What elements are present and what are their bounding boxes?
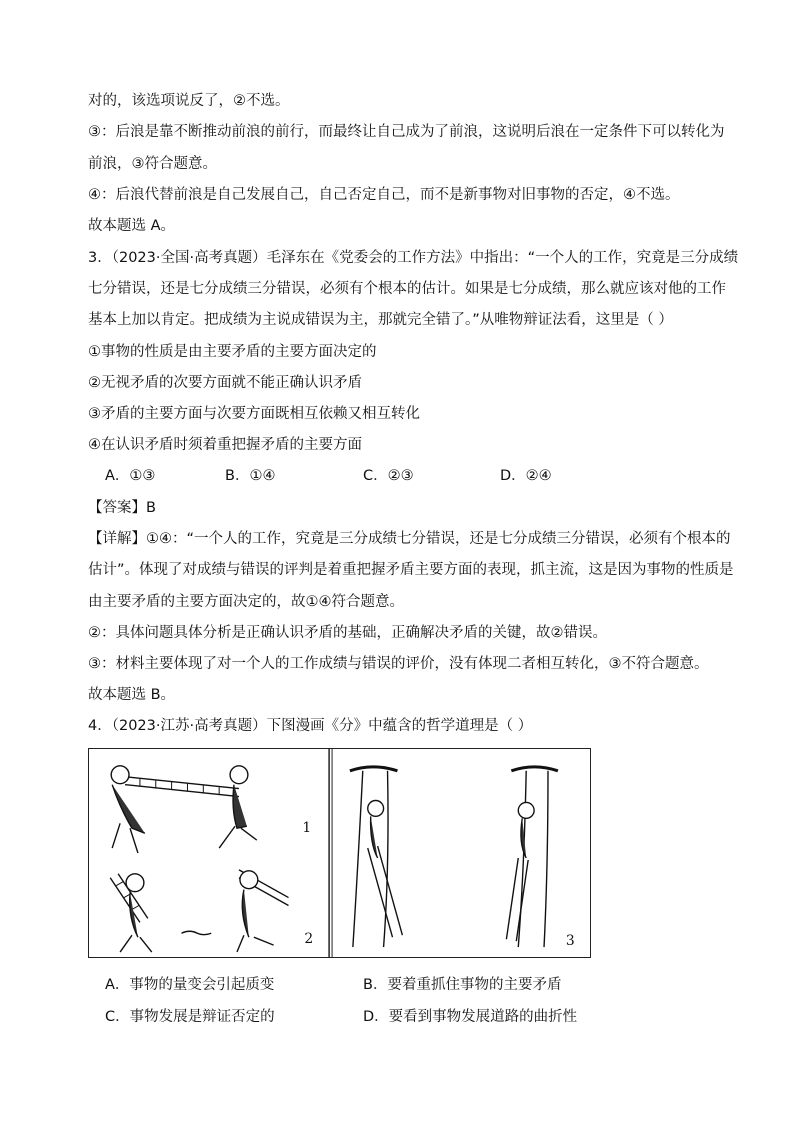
text-line: 七分错误，还是七分成绩三分错误，必须有个根本的估计。如果是七分成绩，那么就应该对他的工作 (88, 281, 726, 297)
panel-1-drawing (111, 766, 257, 853)
panel-number: 3 (565, 933, 575, 950)
panel-3-drawing (350, 767, 558, 947)
explanation-line: 【详解】①④：“一个人的工作，究竟是三分成绩七分错误，还是七分成绩三分错误，必须有个根本的 (88, 531, 731, 547)
text-line: 基本上加以肯定。把成绩为主说成错误为主，那就完全错了。”从唯物辩证法看，这里是（ ） (88, 312, 673, 328)
q4-option-b: B．要着重抓住事物的主要矛盾 (363, 977, 562, 993)
statement-4: ④在认识矛盾时须着重把握矛盾的主要方面 (88, 437, 362, 453)
question-3-stem: 3．（2023·全国·高考真题）毛泽东在《党委会的工作方法》中指出：“一个人的工作，究竟是三分成绩 (88, 250, 739, 266)
explanation-line: ②：具体问题具体分析是正确认识矛盾的基础，正确解决矛盾的关键，故②错误。 (88, 625, 607, 641)
q4-option-d: D．要看到事物发展道路的曲折性 (363, 1009, 578, 1025)
explanation-line: 故本题选 B。 (88, 687, 176, 703)
text-line: 前浪，③符合题意。 (88, 156, 217, 172)
text-line: 故本题选 A。 (88, 218, 176, 234)
panel-number: 1 (302, 820, 312, 837)
text-line: 对的，该选项说反了，②不选。 (88, 93, 290, 109)
statement-2: ②无视矛盾的次要方面就不能正确认识矛盾 (88, 375, 362, 391)
question-4-stem: 4．（2023·江苏·高考真题）下图漫画《分》中蕴含的哲学道理是（ ） (88, 718, 533, 734)
panel-number: 2 (304, 931, 314, 948)
q3-option-b: B．①④ (225, 468, 276, 484)
text-line: ④：后浪代替前浪是自己发展自己，自己否定自己，而不是新事物对旧事物的否定，④不选。 (88, 187, 680, 203)
q4-option-a: A．事物的量变会引起质变 (105, 977, 275, 993)
q3-option-a: A．①③ (105, 468, 156, 484)
panel-2-drawing (110, 870, 288, 952)
explanation-line: 由主要矛盾的主要方面决定的，故①④符合题意。 (88, 594, 404, 610)
comic-image (88, 748, 591, 958)
explanation-line: 估计”。体现了对成绩与错误的评判是着重把握矛盾主要方面的表现，抓主流，这是因为事物的性质是 (88, 562, 734, 578)
text-line: ③：后浪是靠不断推动前浪的前行，而最终让自己成为了前浪，这说明后浪在一定条件下可以转化为 (88, 124, 725, 140)
answer-label: 【答案】B (88, 500, 156, 516)
q4-option-c: C．事物发展是辩证否定的 (105, 1009, 275, 1025)
statement-1: ①事物的性质是由主要矛盾的主要方面决定的 (88, 344, 377, 360)
explanation-line: ③：材料主要体现了对一个人的工作成绩与错误的评价，没有体现二者相互转化，③不符合题意。 (88, 656, 709, 672)
q3-option-c: C．②③ (363, 468, 414, 484)
statement-3: ③矛盾的主要方面与次要方面既相互依赖又相互转化 (88, 406, 420, 422)
q3-option-d: D．②④ (500, 468, 552, 484)
